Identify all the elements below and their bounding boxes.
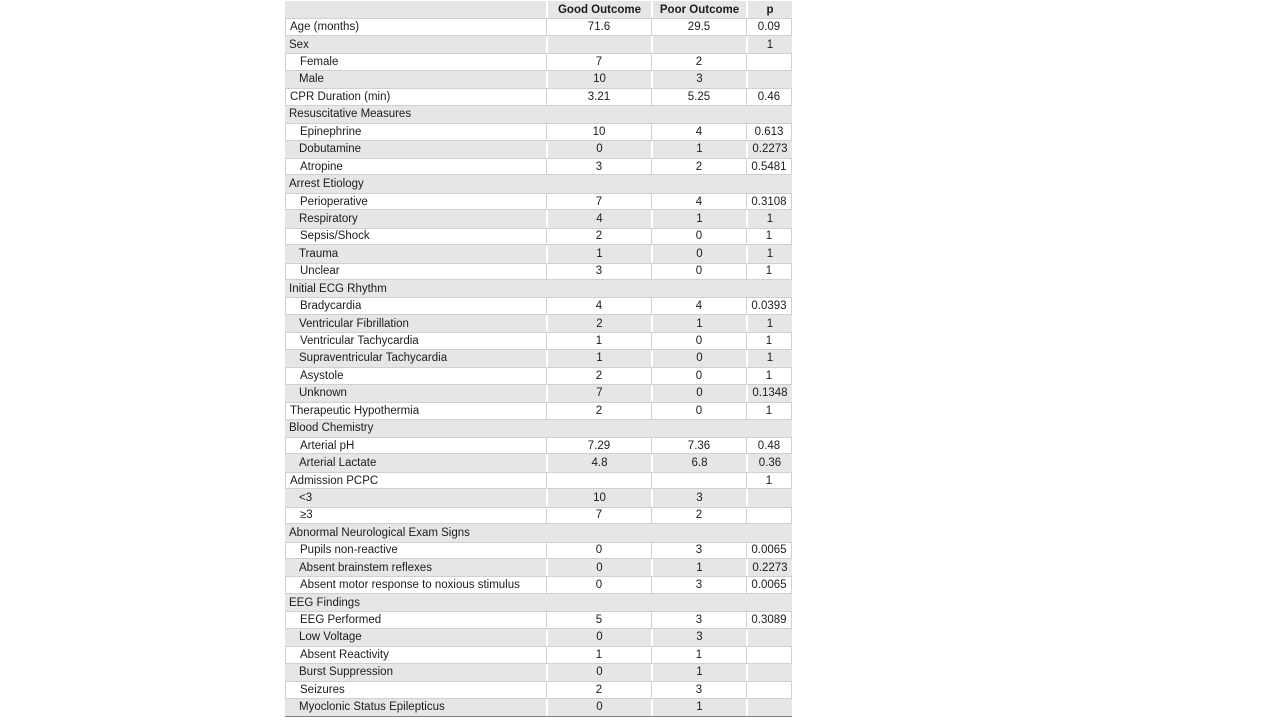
good-outcome-cell: 7	[546, 194, 651, 209]
p-value-cell: 0.5481	[746, 159, 792, 174]
table-row	[285, 629, 792, 646]
header-good-outcome: Good Outcome	[546, 1, 651, 18]
good-outcome-cell: 1	[546, 333, 651, 348]
header-p-value: p	[746, 1, 792, 18]
table-header-row	[285, 1, 792, 18]
good-outcome-cell: 0	[546, 543, 651, 558]
table-row	[285, 437, 792, 454]
row-label: Absent brainstem reflexes	[299, 561, 432, 574]
poor-outcome-cell: 0	[651, 385, 746, 402]
row-label: Arterial Lactate	[299, 457, 377, 470]
poor-outcome-cell: 3	[651, 629, 746, 646]
poor-outcome-cell: 0	[651, 350, 746, 367]
section-label: Resuscitative Measures	[289, 108, 412, 121]
p-value-cell	[746, 682, 792, 697]
poor-outcome-cell: 2	[651, 54, 746, 69]
p-value-cell: 0.3108	[746, 194, 792, 209]
table-row	[285, 576, 792, 593]
table-row	[285, 88, 792, 105]
p-value-cell: 0.2273	[746, 559, 792, 576]
good-outcome-cell: 5	[546, 612, 651, 627]
poor-outcome-cell: 2	[651, 159, 746, 174]
p-value-cell: 0.1348	[746, 385, 792, 402]
p-value-cell: 1	[746, 350, 792, 367]
table-row	[285, 297, 792, 314]
p-value-cell: 1	[746, 229, 792, 244]
table-row	[285, 315, 792, 332]
good-outcome-cell: 0	[546, 664, 651, 681]
good-outcome-cell: 2	[546, 682, 651, 697]
poor-outcome-cell: 2	[651, 508, 746, 523]
good-outcome-cell	[546, 473, 651, 488]
row-label: Respiratory	[299, 212, 358, 225]
p-value-cell: 1	[746, 315, 792, 332]
section-label: Blood Chemistry	[289, 422, 374, 435]
poor-outcome-cell: 1	[651, 647, 746, 662]
row-label: Therapeutic Hypothermia	[285, 403, 546, 418]
p-value-cell: 1	[746, 245, 792, 262]
p-value-cell	[746, 647, 792, 662]
row-label: Dobutamine	[299, 143, 362, 156]
table-row	[285, 507, 792, 524]
row-label: Admission PCPC	[285, 473, 546, 488]
poor-outcome-cell: 3	[651, 682, 746, 697]
row-label: Ventricular Fibrillation	[299, 317, 409, 330]
p-value-cell	[746, 629, 792, 646]
row-label: Burst Suppression	[299, 666, 393, 679]
good-outcome-cell: 4.8	[546, 454, 651, 471]
section-label: Abnormal Neurological Exam Signs	[289, 526, 470, 539]
row-label: Low Voltage	[299, 631, 362, 644]
good-outcome-cell: 0	[546, 629, 651, 646]
row-label: Bradycardia	[285, 298, 546, 313]
p-value-cell	[746, 699, 792, 716]
p-value-cell: 0.48	[746, 438, 792, 453]
poor-outcome-cell: 3	[651, 543, 746, 558]
p-value-cell: 0.2273	[746, 141, 792, 158]
table-row	[285, 71, 792, 88]
row-label: Trauma	[299, 247, 339, 260]
poor-outcome-cell: 1	[651, 559, 746, 576]
row-label: Age (months)	[285, 19, 546, 34]
good-outcome-cell: 2	[546, 368, 651, 383]
section-label: Arrest Etiology	[289, 178, 364, 191]
table-row	[285, 664, 792, 681]
section-row	[285, 524, 792, 541]
row-label: Epinephrine	[285, 124, 546, 139]
table-row	[285, 402, 792, 419]
row-label: Female	[285, 54, 546, 69]
p-value-cell	[746, 71, 792, 88]
p-value-cell: 0.46	[746, 89, 792, 104]
row-label: Absent Reactivity	[285, 647, 546, 662]
p-value-cell: 1	[746, 264, 792, 279]
poor-outcome-cell: 29.5	[651, 19, 746, 34]
row-label: Male	[299, 73, 324, 86]
good-outcome-cell: 1	[546, 245, 651, 262]
table-row	[285, 158, 792, 175]
poor-outcome-cell: 6.8	[651, 454, 746, 471]
table-row	[285, 681, 792, 698]
poor-outcome-cell	[651, 473, 746, 488]
p-value-cell: 1	[746, 333, 792, 348]
p-value-cell	[746, 664, 792, 681]
section-label: Initial ECG Rhythm	[289, 282, 387, 295]
p-value-cell	[746, 508, 792, 523]
row-label: ≥3	[285, 508, 546, 523]
poor-outcome-cell: 0	[651, 245, 746, 262]
table-row	[285, 646, 792, 663]
p-value-cell: 0.3089	[746, 612, 792, 627]
row-label: CPR Duration (min)	[285, 89, 546, 104]
p-value-cell: 0.36	[746, 454, 792, 471]
table-row	[285, 367, 792, 384]
section-row	[285, 106, 792, 123]
poor-outcome-cell: 0	[651, 229, 746, 244]
section-row	[285, 420, 792, 437]
good-outcome-cell: 2	[546, 229, 651, 244]
row-label: Sepsis/Shock	[285, 229, 546, 244]
good-outcome-cell: 3	[546, 159, 651, 174]
poor-outcome-cell: 3	[651, 489, 746, 506]
table-row	[285, 228, 792, 245]
good-outcome-cell: 3.21	[546, 89, 651, 104]
good-outcome-cell: 3	[546, 264, 651, 279]
poor-outcome-cell: 0	[651, 264, 746, 279]
p-value-cell: 0.0393	[746, 298, 792, 313]
section-label: EEG Findings	[289, 596, 360, 609]
table-row	[285, 141, 792, 158]
good-outcome-cell: 2	[546, 403, 651, 418]
row-label: Unclear	[285, 264, 546, 279]
poor-outcome-cell: 1	[651, 664, 746, 681]
p-value-cell: 1	[746, 210, 792, 227]
table-row	[285, 332, 792, 349]
section-row	[285, 280, 792, 297]
header-label-cell	[285, 1, 546, 18]
table-row	[285, 193, 792, 210]
row-label: Unknown	[299, 387, 347, 400]
p-value-cell: 0.613	[746, 124, 792, 139]
table-row	[285, 245, 792, 262]
table-row	[285, 123, 792, 140]
row-label: <3	[299, 491, 313, 504]
poor-outcome-cell: 3	[651, 577, 746, 592]
section-row	[285, 594, 792, 611]
poor-outcome-cell: 4	[651, 194, 746, 209]
poor-outcome-cell: 1	[651, 210, 746, 227]
table-row	[285, 53, 792, 70]
poor-outcome-cell: 3	[651, 71, 746, 88]
table-row	[285, 699, 792, 716]
good-outcome-cell	[546, 36, 651, 53]
good-outcome-cell: 0	[546, 577, 651, 592]
row-label: Ventricular Tachycardia	[285, 333, 546, 348]
good-outcome-cell: 10	[546, 71, 651, 88]
outcome-table	[285, 1, 792, 717]
table-row	[285, 18, 792, 35]
poor-outcome-cell: 4	[651, 298, 746, 313]
table-row	[285, 472, 792, 489]
good-outcome-cell: 71.6	[546, 19, 651, 34]
poor-outcome-cell: 7.36	[651, 438, 746, 453]
poor-outcome-cell: 1	[651, 699, 746, 716]
good-outcome-cell: 1	[546, 350, 651, 367]
good-outcome-cell: 4	[546, 298, 651, 313]
row-label: Supraventricular Tachycardia	[299, 352, 448, 365]
row-label: Seizures	[285, 682, 546, 697]
table-row	[285, 559, 792, 576]
section-row	[285, 175, 792, 192]
table-row	[285, 36, 792, 53]
p-value-cell: 1	[746, 368, 792, 383]
poor-outcome-cell: 3	[651, 612, 746, 627]
table-row	[285, 489, 792, 506]
table-row	[285, 542, 792, 559]
poor-outcome-cell: 4	[651, 124, 746, 139]
p-value-cell	[746, 489, 792, 506]
table-row	[285, 210, 792, 227]
p-value-cell: 0.09	[746, 19, 792, 34]
table-row	[285, 454, 792, 471]
p-value-cell: 1	[746, 36, 792, 53]
row-label: Sex	[289, 38, 309, 51]
row-label: Atropine	[285, 159, 546, 174]
good-outcome-cell: 10	[546, 489, 651, 506]
row-label: Absent motor response to noxious stimulus	[285, 577, 546, 592]
good-outcome-cell: 4	[546, 210, 651, 227]
table-row	[285, 385, 792, 402]
row-label: Pupils non-reactive	[285, 543, 546, 558]
good-outcome-cell: 0	[546, 699, 651, 716]
table-row	[285, 263, 792, 280]
good-outcome-cell: 7	[546, 508, 651, 523]
poor-outcome-cell: 1	[651, 141, 746, 158]
header-poor-outcome: Poor Outcome	[651, 1, 746, 18]
p-value-cell	[746, 54, 792, 69]
good-outcome-cell: 0	[546, 559, 651, 576]
poor-outcome-cell: 5.25	[651, 89, 746, 104]
good-outcome-cell: 7	[546, 385, 651, 402]
row-label: Asystole	[285, 368, 546, 383]
p-value-cell: 1	[746, 403, 792, 418]
poor-outcome-cell: 1	[651, 315, 746, 332]
table-row	[285, 611, 792, 628]
good-outcome-cell: 7	[546, 54, 651, 69]
row-label: Myoclonic Status Epilepticus	[299, 701, 445, 714]
row-label: Arterial pH	[285, 438, 546, 453]
row-label: EEG Performed	[285, 612, 546, 627]
p-value-cell: 0.0065	[746, 577, 792, 592]
good-outcome-cell: 7.29	[546, 438, 651, 453]
good-outcome-cell: 0	[546, 141, 651, 158]
poor-outcome-cell: 0	[651, 368, 746, 383]
p-value-cell: 1	[746, 473, 792, 488]
poor-outcome-cell	[651, 36, 746, 53]
poor-outcome-cell: 0	[651, 403, 746, 418]
table-row	[285, 350, 792, 367]
poor-outcome-cell: 0	[651, 333, 746, 348]
good-outcome-cell: 2	[546, 315, 651, 332]
good-outcome-cell: 1	[546, 647, 651, 662]
p-value-cell: 0.0065	[746, 543, 792, 558]
row-label: Perioperative	[285, 194, 546, 209]
good-outcome-cell: 10	[546, 124, 651, 139]
